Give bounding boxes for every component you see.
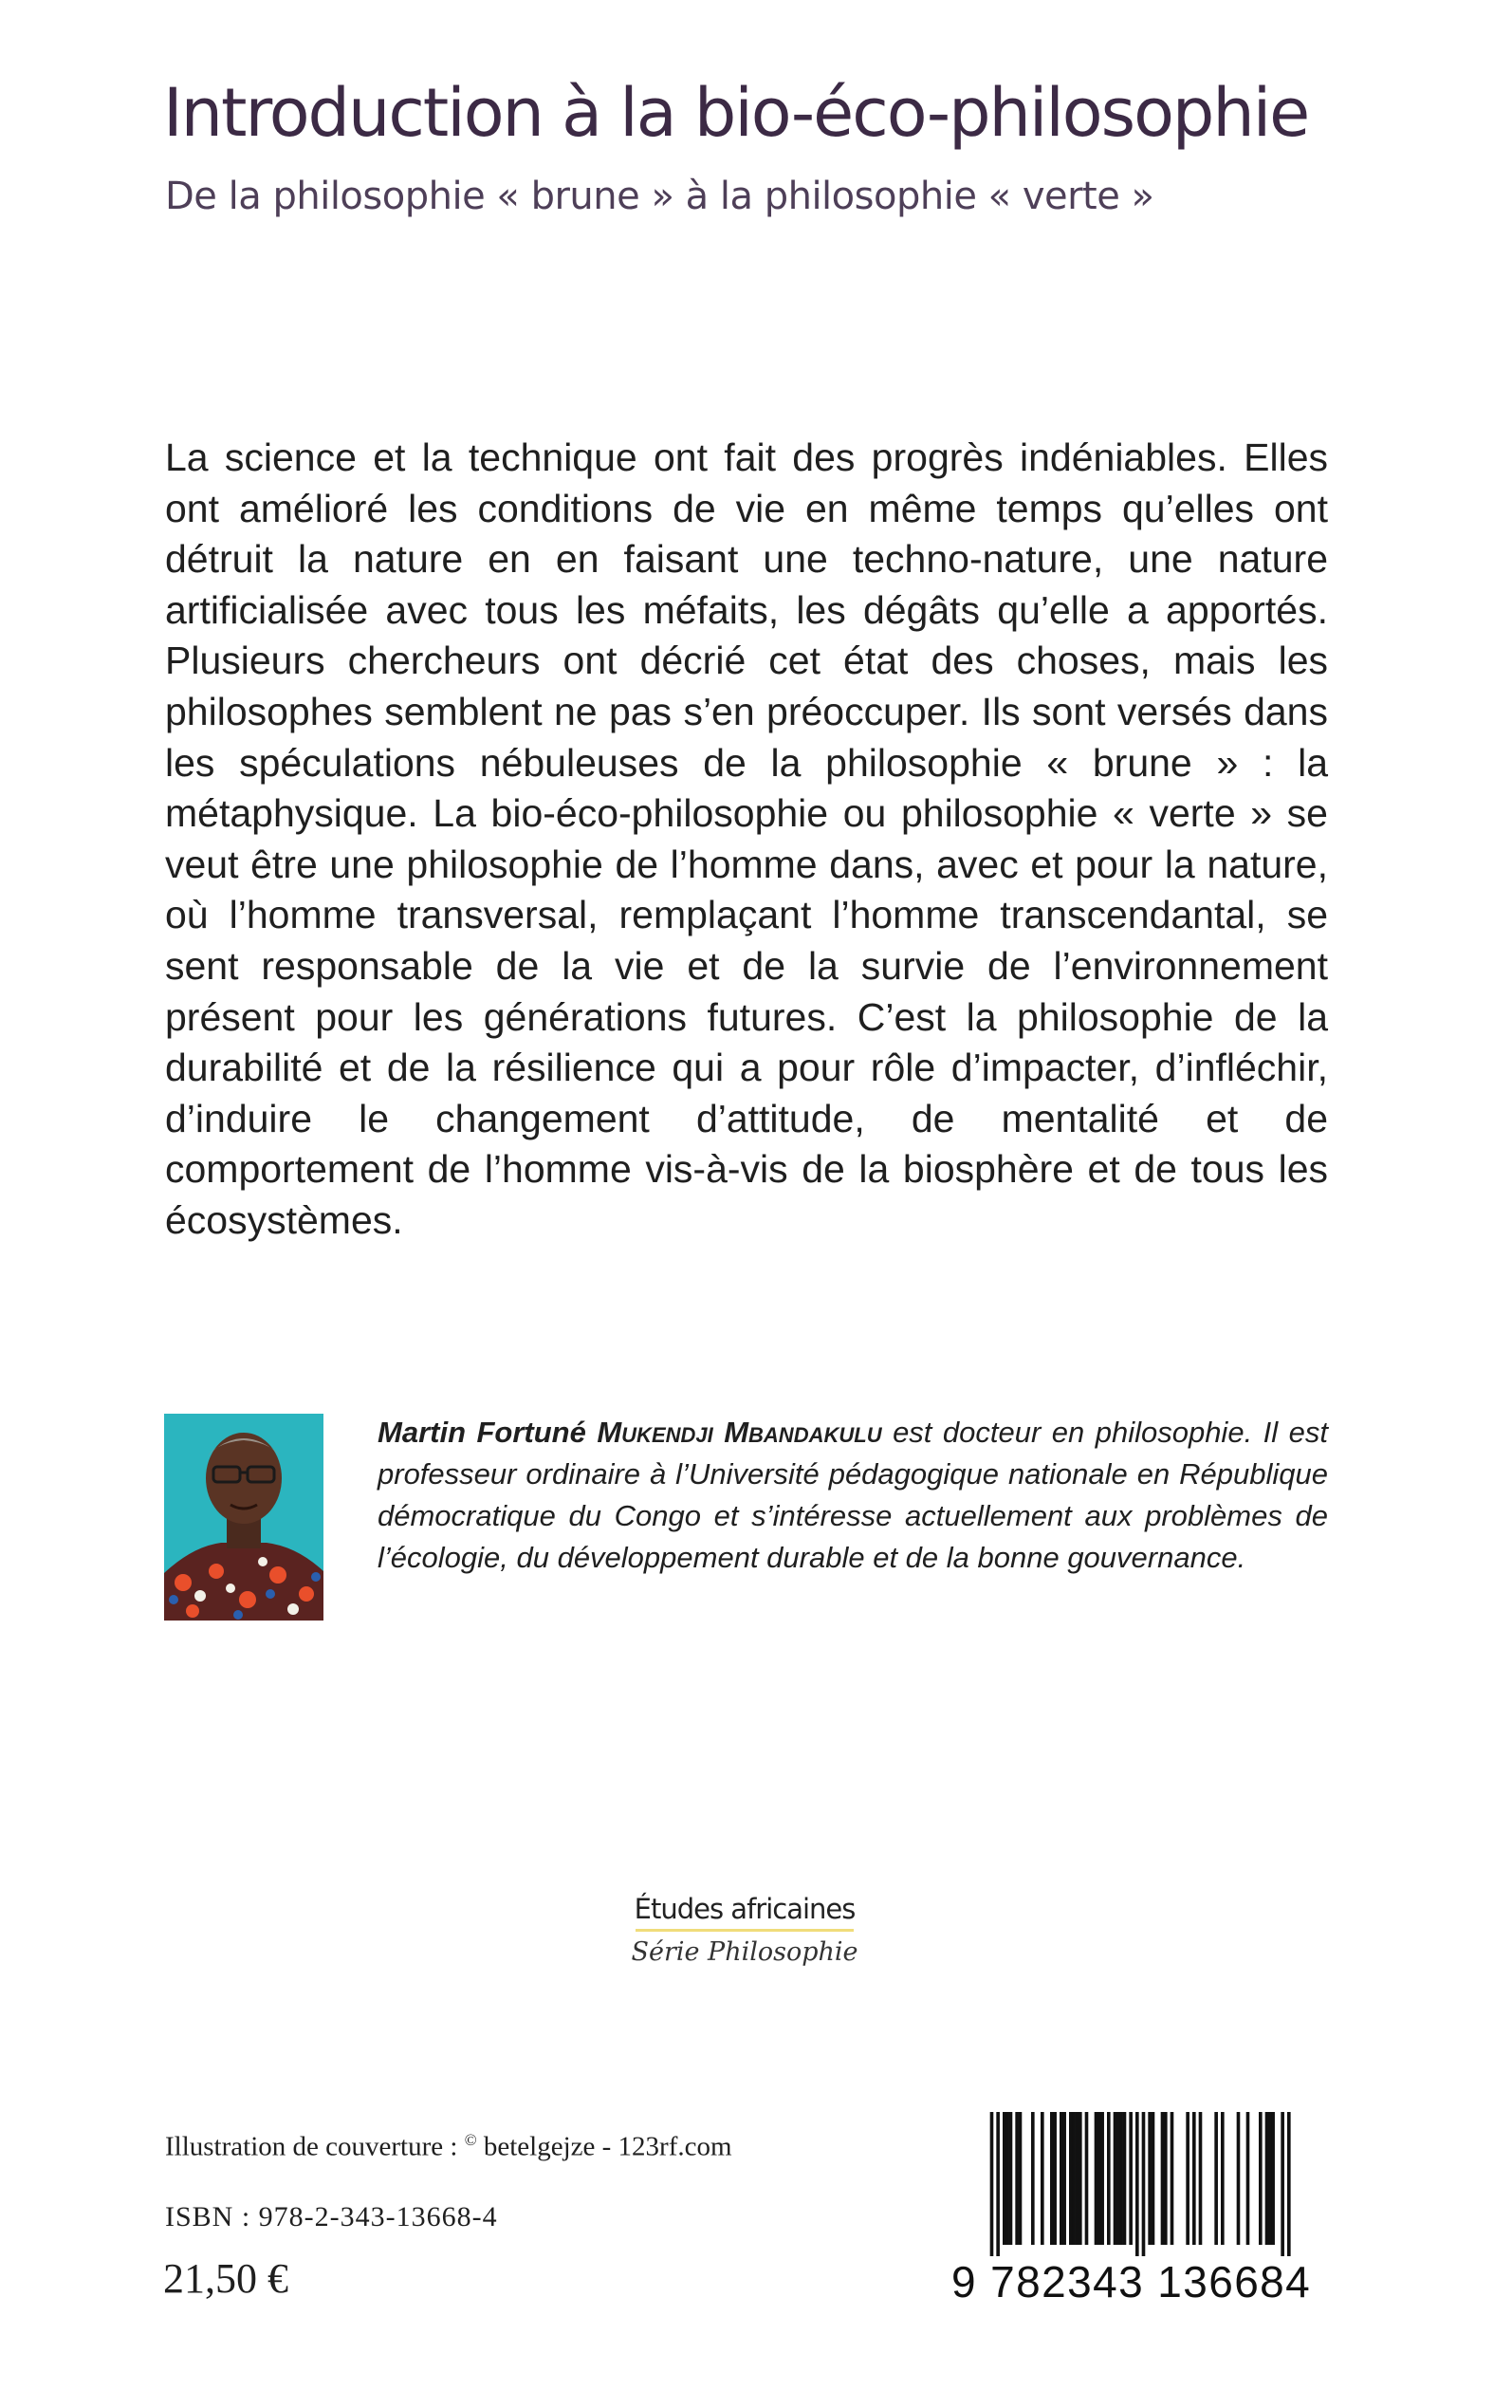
barcode-bar: [1005, 2112, 1009, 2245]
barcode-bar: [1079, 2112, 1082, 2245]
barcode-bar: [1119, 2112, 1123, 2245]
barcode: [955, 2112, 1325, 2256]
barcode-bar: [1041, 2112, 1044, 2245]
barcode-bar: [996, 2112, 1000, 2256]
credit-label: Illustration de couverture :: [165, 2131, 458, 2162]
barcode-bar: [1148, 2112, 1152, 2245]
series-divider: [636, 1929, 854, 1932]
barcode-bar: [1246, 2112, 1250, 2245]
barcode-bar: [990, 2112, 994, 2256]
barcode-bar: [1050, 2112, 1054, 2245]
barcode-bar: [1060, 2112, 1063, 2245]
barcode-bar: [1129, 2112, 1133, 2245]
barcode-bar: [1085, 2112, 1089, 2245]
author-portrait-icon: [164, 1414, 323, 1621]
barcode-bar: [1015, 2112, 1019, 2245]
barcode-bar: [1069, 2112, 1073, 2245]
barcode-bar: [1192, 2112, 1196, 2245]
credit-value: betelgejze - 123rf.com: [483, 2131, 732, 2162]
barcode-bar: [1287, 2112, 1291, 2256]
series-logo: [531, 1893, 958, 1967]
barcode-bar: [1107, 2112, 1111, 2245]
author-bio-text: est docteur en philosophie. Il est professeur ordinaire à l’Université pédagogique nationale en République démocratique du Congo et s’intéresse actuellement aux problèmes de l’écologie, du développement durable et de la bonne gouvernance.: [378, 1416, 1328, 1574]
barcode-bar: [1271, 2112, 1275, 2245]
barcode-bar: [1221, 2112, 1225, 2245]
barcode-digits: 9 782343 136684: [951, 2257, 1312, 2306]
barcode-bar: [1019, 2112, 1023, 2245]
series-subseries: Série Philosophie: [631, 1937, 858, 1967]
book-subtitle: De la philosophie « brune » à la philosophie « verte »: [165, 175, 1154, 218]
barcode-bar: [1164, 2112, 1168, 2245]
copyright-symbol: ©: [464, 2131, 477, 2149]
barcode-bar: [1116, 2112, 1120, 2245]
barcode-bar: [1186, 2112, 1189, 2245]
cover-credit: [165, 2131, 732, 2163]
barcode-bar: [1142, 2112, 1146, 2256]
barcode-bar: [1259, 2112, 1263, 2245]
barcode-bar: [1268, 2112, 1272, 2245]
isbn: ISBN : 978-2-343-13668-4: [165, 2201, 498, 2232]
barcode-bar: [1009, 2112, 1013, 2245]
barcode-bar: [1135, 2112, 1139, 2256]
book-title: Introduction à la bio-éco-philosophie: [163, 74, 1309, 152]
barcode-bar: [1152, 2112, 1155, 2245]
author-last-name: Mukendji Mbandakulu: [597, 1416, 882, 1449]
barcode-bar: [1123, 2112, 1127, 2245]
barcode-bar: [1100, 2112, 1104, 2245]
barcode-bar: [1095, 2112, 1098, 2245]
barcode-bar: [1031, 2112, 1035, 2245]
author-photo: [164, 1414, 323, 1621]
author-first-name: Martin Fortuné: [378, 1416, 586, 1449]
series-name: Études africaines: [634, 1893, 856, 1925]
back-cover-summary: La science et la technique ont fait des progrès indéniables. Elles ont amélioré les conditions de vie en même temps qu’elles ont détruit la nature en en faisant une techno-nature, une nature artificialisée avec tous les méfaits, les dégâts qu’elle a apportés. Plusieurs chercheurs ont décrié cet état des choses, mais les philosophes semblent ne pas s’en préoccuper. Ils sont versés dans les spéculations nébuleuses de la philosophie « brune » : la métaphysique. La bio-éco-philosophie ou philosophie « verte » se veut être une philosophie de l’homme dans, avec et pour la nature, où l’homme transversal, remplaçant l’homme transcendantal, se sent responsable de la vie et de la survie de l’environnement présent pour les générations futures. C’est la philosophie de la durabilité et de la résilience qui a pour rôle d’impacter, d’infléchir, d’induire le changement d’attitude, de mentalité et de comportement de l’homme vis-à-vis de la biosphère et de tous les écosystèmes.: [165, 435, 1328, 1242]
barcode-bar: [1171, 2112, 1174, 2245]
barcode-bar: [1114, 2112, 1117, 2245]
barcode-bar: [1076, 2112, 1079, 2245]
barcode-bar: [1161, 2112, 1165, 2245]
barcode-bar: [1053, 2112, 1057, 2245]
barcode-bar: [1265, 2112, 1269, 2245]
barcode-bar: [1062, 2112, 1066, 2245]
barcode-bar: [1237, 2112, 1241, 2245]
barcode-bar: [1097, 2112, 1101, 2245]
barcode-bar: [1281, 2112, 1284, 2256]
barcode-bar: [1199, 2112, 1203, 2245]
barcode-bar: [1003, 2112, 1006, 2245]
barcode-bar: [1214, 2112, 1218, 2245]
author-bio: [378, 1412, 1328, 1579]
barcode-bar: [1072, 2112, 1076, 2245]
price: 21,50 €: [163, 2255, 288, 2302]
